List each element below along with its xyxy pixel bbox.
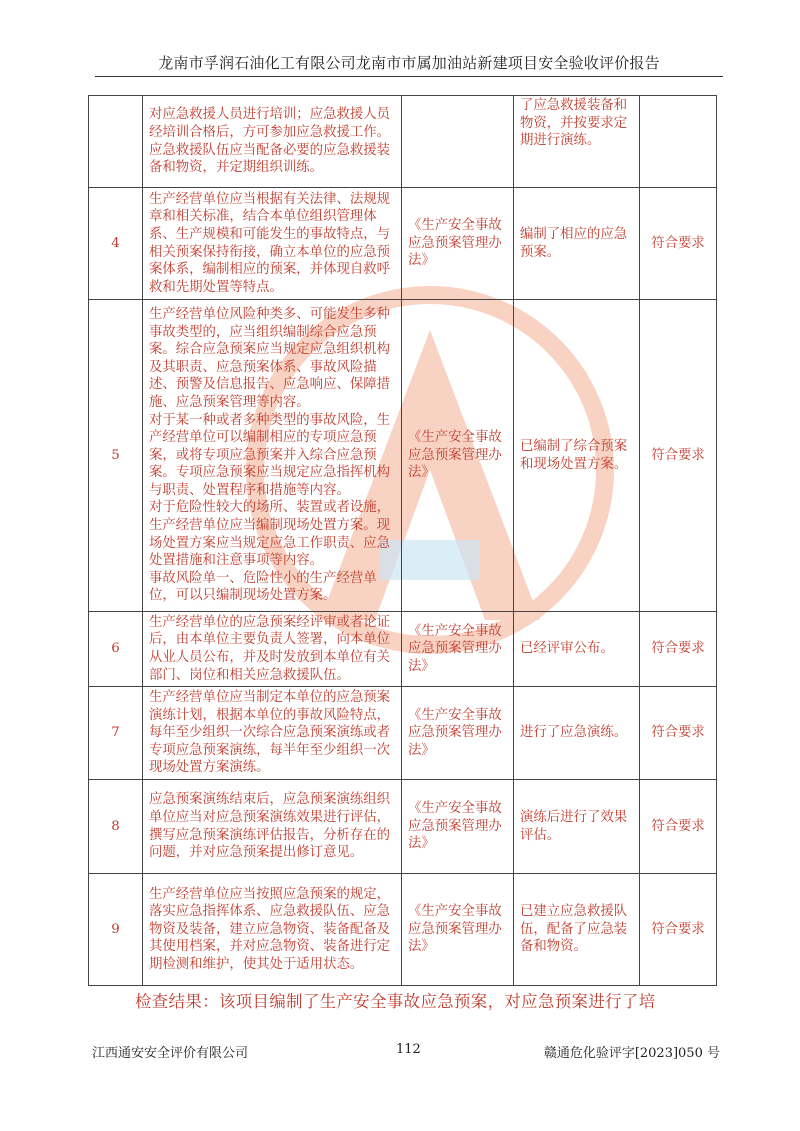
basis-cell: 《生产安全事故应急预案管理办法》 [402,300,514,612]
requirement-cell [143,687,402,780]
page-header-title: 龙南市孚润石油化工有限公司龙南市市属加油站新建项目安全验收评价报告 [158,54,660,72]
footer-doc-number: 赣通危化验评字[2023]050 号 [543,1046,720,1061]
page-number: 112 [396,1042,421,1057]
requirement-paragraph: 对于某一种或者多种类型的事故风险，生产经营单位可以编制相应的专项应急预案，或将专项应急预案并入综合应急预案。专项应急预案应当规定应急指挥机构与职责、处置程序和措施等内容。 [149,412,391,498]
requirement-cell [143,300,402,612]
requirement-paragraph: 事故风险单一、危险性小的生产经营单位，可以只编制现场处置方案。 [149,570,377,604]
result-cell: 符合要求 [640,687,717,780]
table-row [89,780,717,874]
status-cell: 编制了相应的应急预案。 [514,188,640,300]
evaluation-table [88,95,717,986]
requirement-paragraph: 生产经营单位应当根据有关法律、法规规章和相关标准，结合本单位组织管理体系、生产规模和可能发生的事故特点，与相关预案保持衔接，确立本单位的应急预案体系，编制相应的预案，并体现自救呼救和先期处置等特点。 [149,191,391,295]
table-row [89,687,717,780]
basis-cell: 《生产安全事故应急预案管理办法》 [402,780,514,874]
requirement-cell [143,612,402,687]
requirement-paragraph: 应急救援队伍应当配备必要的应急救援装备和物资，并定期组织训练。 [149,142,391,176]
status-cell: 进行了应急演练。 [514,687,640,780]
table-row [89,188,717,300]
header-divider [95,76,723,77]
row-number: 5 [89,300,143,612]
requirement-paragraph: 生产经营单位应当按照应急预案的规定，落实应急指挥体系、应急救援队伍、应急物资及装备，建立应急物资、装备配备及其使用档案，并对应急物资、装备进行定期检测和维护，使其处于适用状态。 [149,886,391,972]
table-row [89,300,717,612]
status-cell: 了应急救援装备和物资，并按要求定期进行演练。 [514,96,640,188]
result-cell [640,96,717,188]
basis-cell: 《生产安全事故应急预案管理办法》 [402,612,514,687]
inspection-conclusion: 检查结果：该项目编制了生产安全事故应急预案，对应急预案进行了培 [135,992,656,1011]
row-number: 7 [89,687,143,780]
result-cell: 符合要求 [640,300,717,612]
table-row [89,96,717,188]
result-cell: 符合要求 [640,780,717,874]
row-number: 4 [89,188,143,300]
requirement-cell [143,780,402,874]
status-cell: 已建立应急救援队伍，配备了应急装备和物资。 [514,874,640,986]
row-number: 9 [89,874,143,986]
requirement-paragraph: 生产经营单位应当制定本单位的应急预案演练计划，根据本单位的事故风险特点，每年至少组织一次综合应急预案演练或者专项应急预案演练，每半年至少组织一次现场处置方案演练。 [149,690,391,776]
basis-cell [402,96,514,188]
status-cell: 已编制了综合预案和现场处置方案。 [514,300,640,612]
basis-cell: 《生产安全事故应急预案管理办法》 [402,874,514,986]
requirement-paragraph: 生产经营单位的应急预案经评审或者论证后，由本单位主要负责人签署，向本单位从业人员公布，并及时发放到本单位有关部门、岗位和相关应急救援队伍。 [149,614,391,683]
row-number: 8 [89,780,143,874]
table-row [89,612,717,687]
status-cell: 已经评审公布。 [514,612,640,687]
status-cell: 演练后进行了效果评估。 [514,780,640,874]
requirement-paragraph: 应急预案演练结束后，应急预案演练组织单位应当对应急预案演练效果进行评估，撰写应急预案演练评估报告，分析存在的问题，并对应急预案提出修订意见。 [149,792,391,861]
requirement-paragraph: 生产经营单位风险种类多、可能发生多种事故类型的，应当组织编制综合应急预案。综合应急预案应当规定应急组织机构及其职责、应急预案体系、事故风险描述、预警及信息报告、应急响应、保障措施、应急预案管理等内容。 [149,306,391,410]
basis-cell: 《生产安全事故应急预案管理办法》 [402,687,514,780]
requirement-cell [143,188,402,300]
requirement-cell [143,874,402,986]
table-row [89,874,717,986]
row-number: 6 [89,612,143,687]
requirement-paragraph: 对应急救援人员进行培训；应急救援人员经培训合格后，方可参加应急救援工作。 [149,107,391,140]
footer-company: 江西通安安全评价有限公司 [92,1046,249,1061]
result-cell: 符合要求 [640,612,717,687]
basis-cell: 《生产安全事故应急预案管理办法》 [402,188,514,300]
result-cell: 符合要求 [640,188,717,300]
requirement-paragraph: 对于危险性较大的场所、装置或者设施，生产经营单位应当编制现场处置方案。现场处置方案应当规定应急工作职责、应急处置措施和注意事项等内容。 [149,500,391,569]
result-cell: 符合要求 [640,874,717,986]
row-number [89,96,143,188]
requirement-cell [143,96,402,188]
